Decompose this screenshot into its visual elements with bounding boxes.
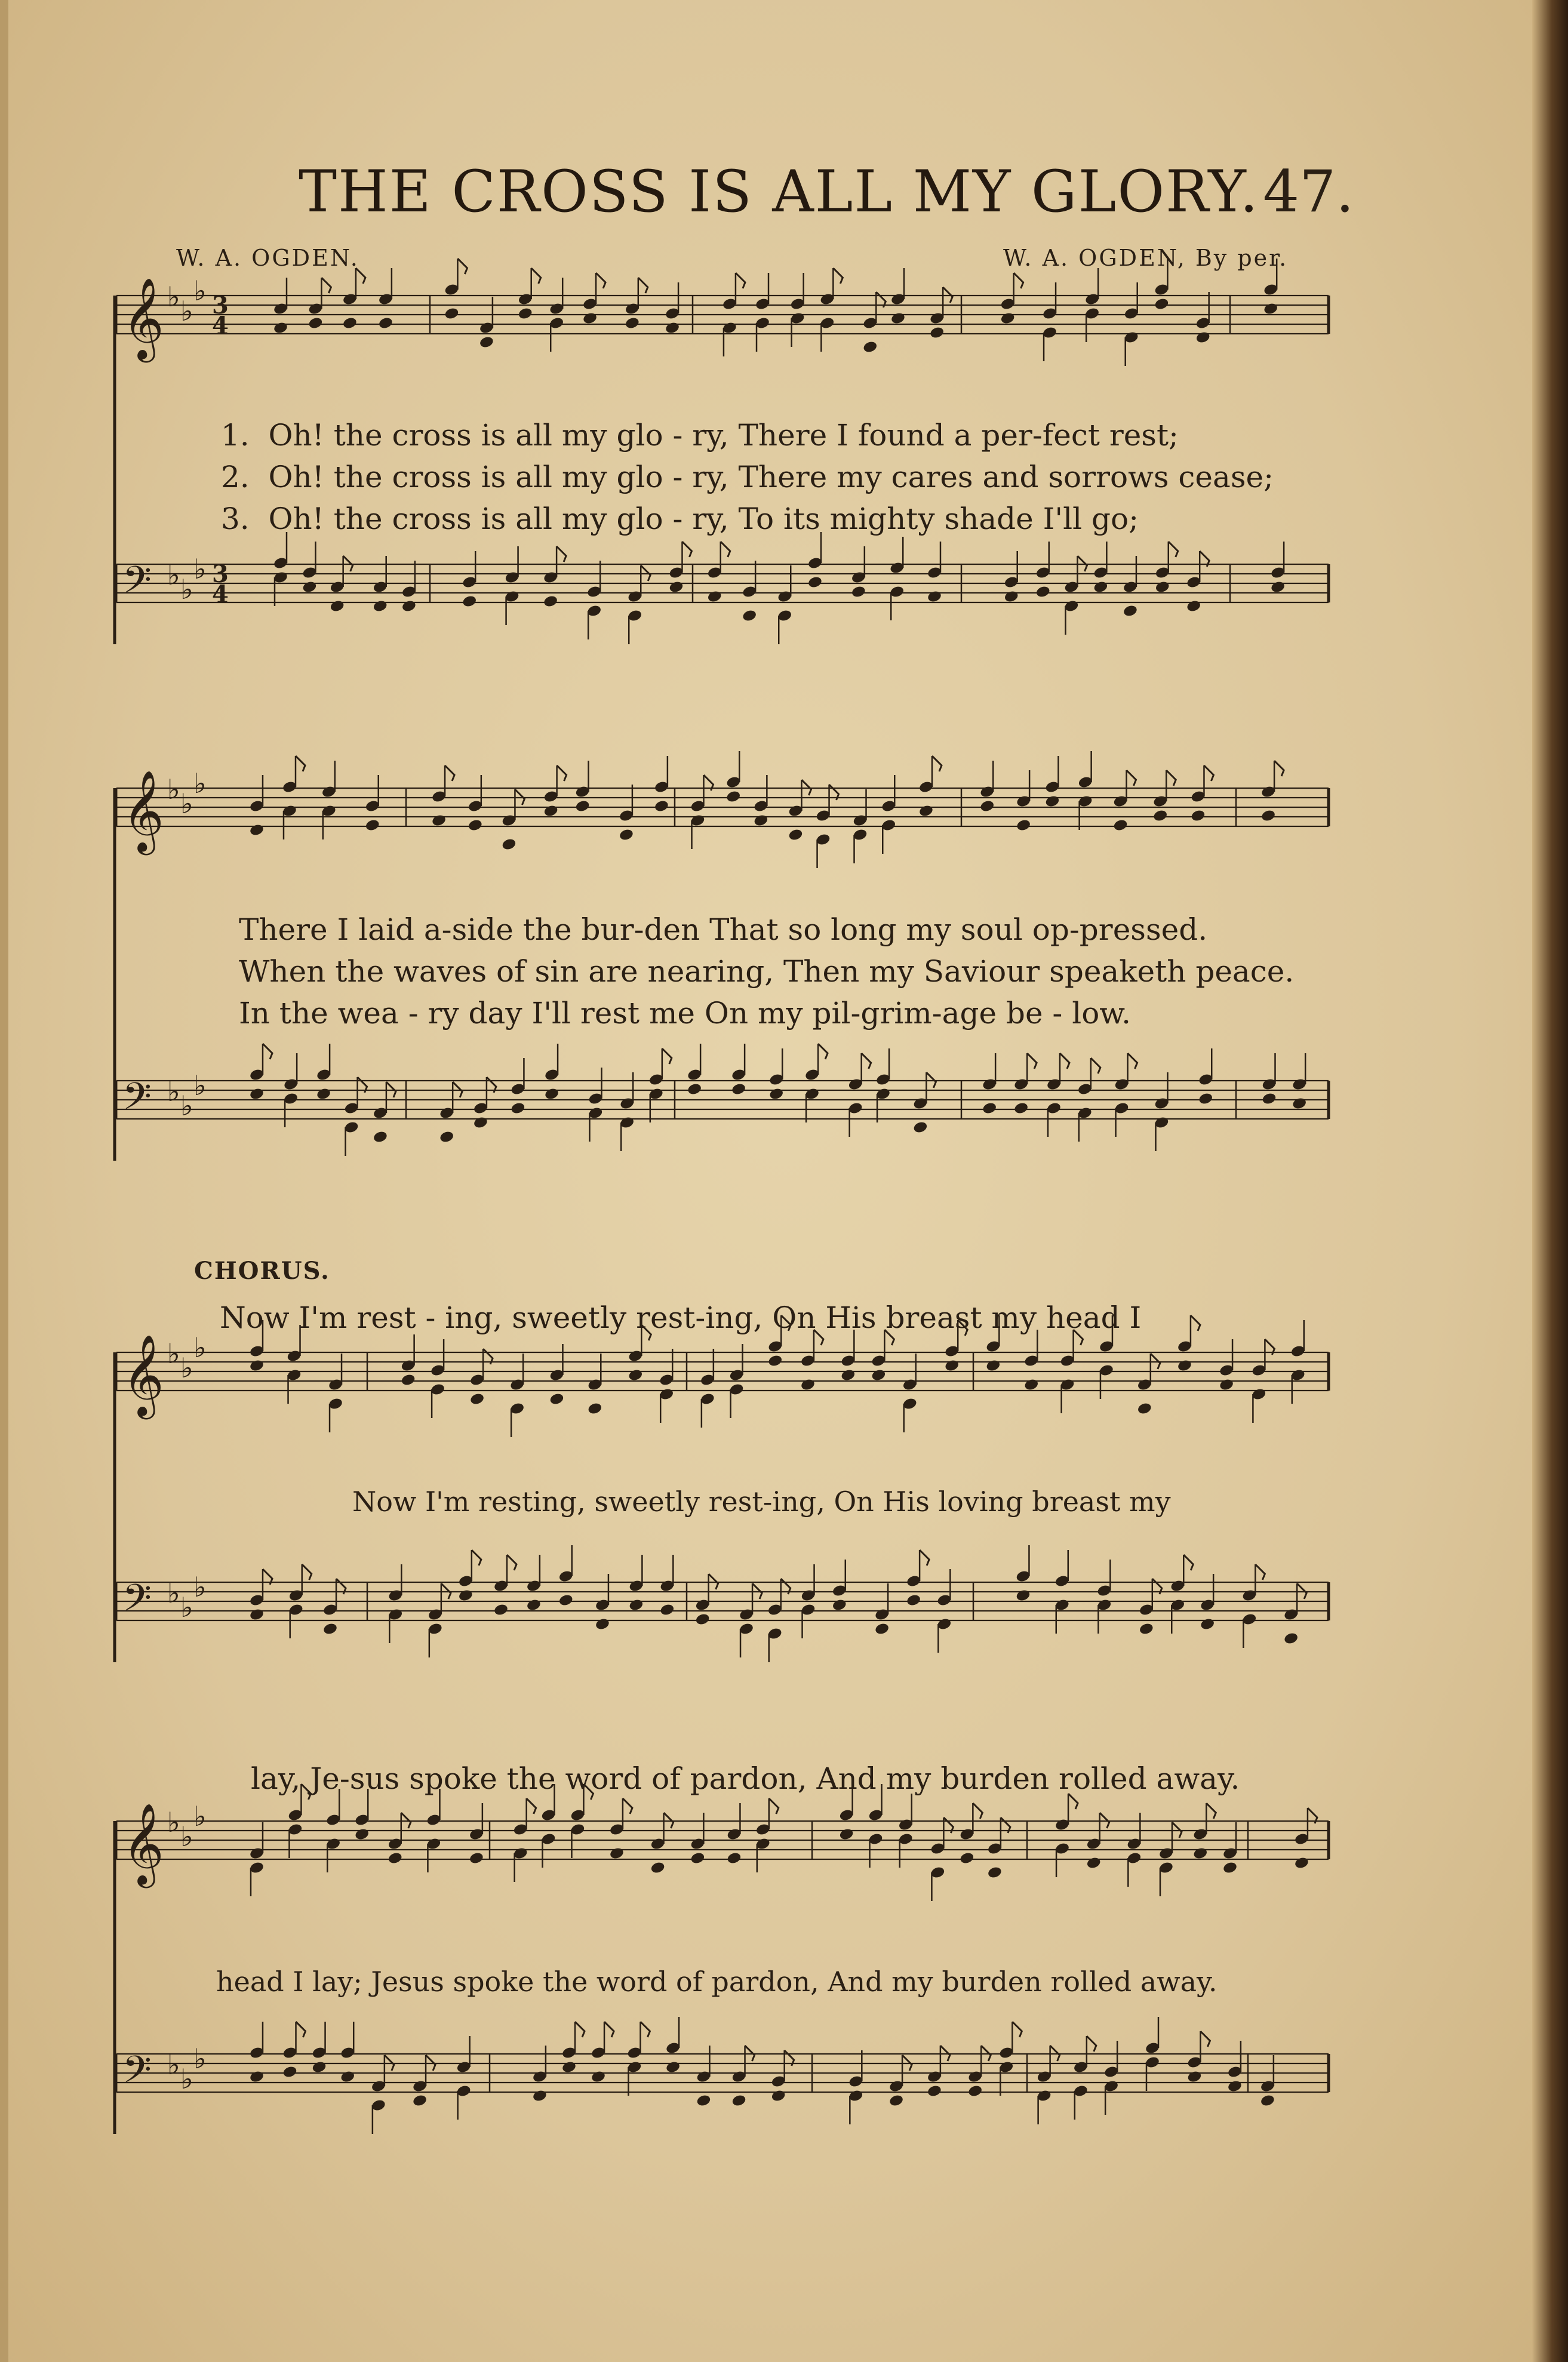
note-head — [462, 595, 477, 608]
bass-clef-icon: 𝄢 — [122, 2047, 152, 2100]
flat-icon: ♭ — [193, 767, 207, 799]
flat-icon: ♭ — [180, 1820, 193, 1853]
flat-icon: ♭ — [180, 1591, 193, 1623]
note-head — [944, 1359, 960, 1373]
note-head — [871, 1368, 886, 1382]
note-flag — [920, 1550, 929, 1566]
note-flag — [1206, 1803, 1216, 1819]
note-head — [249, 1608, 265, 1622]
note-flag — [596, 273, 605, 288]
note-head — [501, 838, 516, 851]
note-head — [665, 321, 680, 335]
note-flag — [833, 268, 843, 284]
note-head — [549, 1392, 564, 1406]
treble-clef-icon: 𝄞 — [122, 1802, 164, 1884]
note-head — [273, 321, 288, 335]
note-head — [1263, 302, 1278, 316]
note-head — [439, 1130, 454, 1144]
note-head — [1294, 1856, 1309, 1870]
chorus-label: CHORUS. — [194, 1257, 330, 1285]
note-head — [687, 1082, 702, 1096]
words-credit: W. A. OGDEN. — [176, 245, 359, 271]
note-flag — [736, 273, 745, 288]
bass-clef-icon: 𝄢 — [122, 558, 152, 611]
note-head — [1015, 1589, 1031, 1603]
flat-icon: ♭ — [180, 573, 193, 605]
note-head — [659, 1603, 675, 1617]
chorus-line-1-lower: Now I'm resting, sweetly rest-ing, On His loving breast my — [352, 1486, 1171, 1518]
note-head — [322, 1622, 338, 1636]
note-head — [1155, 580, 1170, 594]
treble-clef-icon: 𝄞 — [122, 276, 164, 359]
note-flag — [682, 542, 691, 557]
time-signature-bottom: 4 — [212, 580, 229, 608]
note-head — [458, 1589, 474, 1603]
note-head — [832, 1598, 847, 1612]
note-head — [249, 823, 265, 837]
note-head — [1186, 599, 1201, 613]
note-head — [726, 1852, 742, 1865]
note-head — [249, 1087, 265, 1101]
note-head — [431, 814, 447, 828]
note-head — [1112, 819, 1128, 832]
note-head — [839, 1828, 854, 1841]
note-flag — [296, 756, 305, 771]
note-head — [1222, 1861, 1238, 1875]
note-head — [1177, 1359, 1192, 1373]
note-head — [800, 1378, 816, 1392]
note-head — [609, 1847, 625, 1860]
note-flag — [1060, 1053, 1069, 1069]
verse-2-line-1: 2. Oh! the cross is all my glo - ry, There my cares and sorrows cease; — [221, 460, 1274, 494]
note-head — [493, 1603, 509, 1617]
note-head — [1260, 2094, 1275, 2108]
note-head — [625, 316, 640, 330]
verse-2-line-2: When the waves of sin are nearing, Then my Saviour speaketh peace. — [239, 954, 1295, 989]
note-flag — [1087, 2036, 1096, 2052]
flat-icon: ♭ — [167, 1337, 180, 1370]
flat-icon: ♭ — [193, 1331, 207, 1364]
note-flag — [638, 278, 648, 293]
note-head — [302, 580, 317, 594]
note-head — [927, 590, 942, 604]
bass-clef-icon: 𝄢 — [122, 1576, 152, 1629]
note-head — [807, 576, 823, 589]
note-head — [768, 1087, 784, 1101]
flat-icon: ♭ — [167, 1577, 180, 1609]
note-head — [1195, 331, 1211, 345]
flat-icon: ♭ — [193, 1069, 207, 1102]
treble-clef-icon: 𝄞 — [122, 1333, 164, 1416]
note-head — [1044, 795, 1060, 808]
note-flag — [662, 1048, 672, 1064]
chorus-line-1-upper: Now I'm rest - ing, sweetly rest-ing, On His breast my head I — [220, 1300, 1142, 1335]
note-head — [479, 336, 494, 349]
verse-1-line-2: There I laid a-side the bur-den That so long my soul op-pressed. — [239, 912, 1208, 947]
flat-icon: ♭ — [167, 1075, 180, 1108]
flat-icon: ♭ — [193, 2043, 207, 2075]
note-head — [311, 2060, 327, 2074]
flat-icon: ♭ — [167, 1806, 180, 1838]
bass-clef-icon: 𝄢 — [122, 1074, 152, 1127]
note-head — [1123, 604, 1138, 618]
note-head — [788, 828, 803, 842]
note-head — [1227, 2080, 1243, 2093]
note-flag — [457, 259, 467, 274]
flat-icon: ♭ — [167, 559, 180, 591]
note-head — [468, 819, 483, 832]
note-flag — [623, 1798, 632, 1814]
note-head — [388, 1852, 403, 1865]
note-head — [650, 1861, 666, 1875]
note-flag — [1169, 542, 1178, 557]
note-head — [1260, 809, 1276, 823]
note-head — [767, 1354, 783, 1368]
note-flag — [557, 765, 567, 781]
note-head — [771, 2089, 786, 2103]
verse-3-line-2: In the wea - ry day I'll rest me On my pil-grim-age be - low. — [239, 996, 1132, 1031]
note-head — [1004, 590, 1019, 604]
note-head — [1292, 1097, 1307, 1111]
note-head — [731, 1082, 746, 1096]
note-flag — [1091, 1058, 1100, 1074]
flat-icon: ♭ — [193, 1800, 207, 1832]
note-flag — [531, 268, 541, 284]
note-head — [888, 2094, 904, 2108]
note-head — [695, 1613, 711, 1626]
note-head — [1190, 809, 1206, 823]
note-head — [874, 1622, 890, 1636]
note-flag — [1014, 273, 1023, 288]
note-head — [979, 799, 995, 813]
flat-icon: ♭ — [180, 788, 193, 820]
note-head — [628, 1598, 644, 1612]
note-flag — [1166, 770, 1176, 786]
note-head — [510, 1102, 525, 1115]
note-head — [862, 340, 878, 354]
note-head — [558, 1594, 574, 1607]
note-head — [591, 2070, 606, 2084]
note-head — [1086, 1856, 1102, 1870]
note-head — [543, 804, 559, 818]
note-head — [249, 1359, 265, 1373]
note-flag — [356, 268, 365, 284]
note-head — [412, 2094, 428, 2108]
note-head — [1270, 580, 1286, 594]
flat-icon: ♭ — [180, 1352, 193, 1384]
note-head — [725, 790, 741, 804]
time-signature-bottom: 4 — [212, 312, 229, 340]
note-head — [890, 312, 906, 325]
note-head — [595, 1617, 610, 1631]
note-head — [912, 1121, 928, 1134]
note-head — [1192, 1847, 1208, 1860]
note-flag — [575, 2022, 585, 2037]
time-signature-top: 3 — [212, 560, 229, 588]
note-head — [987, 1866, 1003, 1880]
note-head — [373, 1130, 388, 1144]
verse-3-line-1: 3. Oh! the cross is all my glo - ry, To its mighty shade I'll go; — [221, 502, 1139, 536]
note-head — [354, 1828, 370, 1841]
flat-icon: ♭ — [167, 281, 180, 313]
note-head — [1200, 1617, 1215, 1631]
note-head — [690, 1852, 705, 1865]
note-flag — [1204, 765, 1213, 781]
note-flag — [557, 546, 566, 562]
note-flag — [321, 278, 331, 293]
note-flag — [973, 1803, 982, 1819]
note-flag — [472, 1550, 481, 1566]
treble-clef-icon: 𝄞 — [122, 769, 164, 851]
note-head — [1035, 585, 1051, 599]
note-flag — [1012, 2022, 1022, 2037]
note-flag — [721, 542, 730, 557]
note-head — [518, 307, 533, 321]
chorus-line-2-upper: lay, Je-sus spoke the word of pardon, And my burden rolled away. — [251, 1761, 1240, 1796]
flat-icon: ♭ — [180, 1090, 193, 1122]
note-head — [444, 307, 459, 321]
note-head — [378, 316, 393, 330]
hymn-title: THE CROSS IS ALL MY GLORY. — [299, 158, 1259, 225]
verse-1-line-1: 1. Oh! the cross is all my glo - ry, There I found a per-fect rest; — [221, 418, 1179, 453]
note-head — [967, 2084, 983, 2098]
music-credit: W. A. OGDEN, By per. — [1003, 245, 1289, 271]
note-head — [342, 316, 358, 330]
flat-icon: ♭ — [167, 773, 180, 805]
note-flag — [640, 2022, 650, 2037]
note-head — [316, 1087, 331, 1101]
note-flag — [507, 1555, 516, 1570]
note-flag — [1255, 1564, 1265, 1580]
note-head — [330, 599, 345, 613]
note-head — [401, 599, 417, 613]
note-head — [619, 828, 634, 842]
note-flag — [1126, 770, 1136, 786]
note-head — [574, 799, 590, 813]
note-head — [1154, 297, 1169, 311]
note-head — [731, 2094, 746, 2108]
note-head — [469, 1392, 485, 1406]
flat-icon: ♭ — [180, 2063, 193, 2095]
note-head — [840, 1368, 856, 1382]
note-flag — [769, 1798, 779, 1814]
flat-icon: ♭ — [193, 553, 207, 585]
note-flag — [302, 1564, 312, 1580]
note-flag — [1027, 1053, 1037, 1069]
note-head — [707, 590, 722, 604]
note-flag — [932, 756, 942, 771]
note-head — [308, 316, 323, 330]
note-flag — [604, 2022, 614, 2037]
note-head — [753, 814, 768, 828]
note-head — [851, 585, 866, 599]
note-head — [1139, 1622, 1154, 1636]
note-head — [668, 580, 684, 594]
note-head — [985, 1359, 1001, 1373]
note-flag — [1200, 2031, 1210, 2047]
note-head — [918, 804, 934, 818]
note-head — [543, 595, 558, 608]
chorus-line-2-lower: head I lay; Jesus spoke the word of pardon, And my burden rolled away. — [216, 1966, 1217, 1998]
note-flag — [263, 1044, 272, 1059]
note-head — [526, 1598, 542, 1612]
note-head — [959, 1852, 974, 1865]
note-head — [927, 2084, 942, 2098]
note-head — [587, 1402, 602, 1416]
note-head — [282, 2065, 297, 2079]
note-head — [1152, 809, 1168, 823]
note-head — [906, 1594, 921, 1607]
note-head — [1000, 312, 1016, 325]
flat-icon: ♭ — [193, 1571, 207, 1603]
note-head — [665, 2060, 681, 2074]
note-flag — [862, 1053, 871, 1069]
note-head — [982, 1102, 997, 1115]
flat-icon: ♭ — [193, 275, 207, 307]
note-head — [1016, 819, 1031, 832]
note-flag — [1128, 1053, 1137, 1069]
note-flag — [296, 2022, 306, 2037]
note-head — [696, 2094, 711, 2108]
note-head — [654, 799, 669, 813]
note-flag — [1183, 1555, 1193, 1570]
note-head — [1219, 1378, 1234, 1392]
flat-icon: ♭ — [180, 295, 193, 327]
note-head — [1283, 1632, 1299, 1646]
note-head — [1023, 1378, 1039, 1392]
note-head — [561, 2060, 577, 2074]
note-head — [401, 1373, 416, 1387]
note-head — [373, 599, 388, 613]
note-head — [1186, 2070, 1202, 2084]
note-head — [1137, 1402, 1152, 1416]
note-head — [742, 609, 757, 623]
note-head — [582, 312, 598, 325]
note-flag — [1274, 761, 1284, 776]
note-head — [532, 2089, 548, 2103]
note-head — [544, 1087, 559, 1101]
note-flag — [445, 765, 454, 781]
note-head — [365, 819, 380, 832]
note-head — [473, 1116, 488, 1130]
flat-icon: ♭ — [167, 2049, 180, 2081]
note-head — [1198, 1092, 1213, 1106]
note-head — [469, 1852, 484, 1865]
note-head — [340, 2070, 355, 2084]
note-head — [1013, 1102, 1029, 1115]
note-flag — [527, 1798, 536, 1814]
note-flag — [818, 1044, 828, 1059]
note-head — [628, 1368, 643, 1382]
time-signature-top: 3 — [212, 291, 229, 319]
note-head — [929, 326, 945, 340]
note-flag — [1191, 1315, 1200, 1331]
note-head — [249, 2070, 265, 2084]
note-head — [1261, 1092, 1277, 1106]
page-number: 47. — [1263, 158, 1354, 225]
note-head — [1093, 580, 1108, 594]
